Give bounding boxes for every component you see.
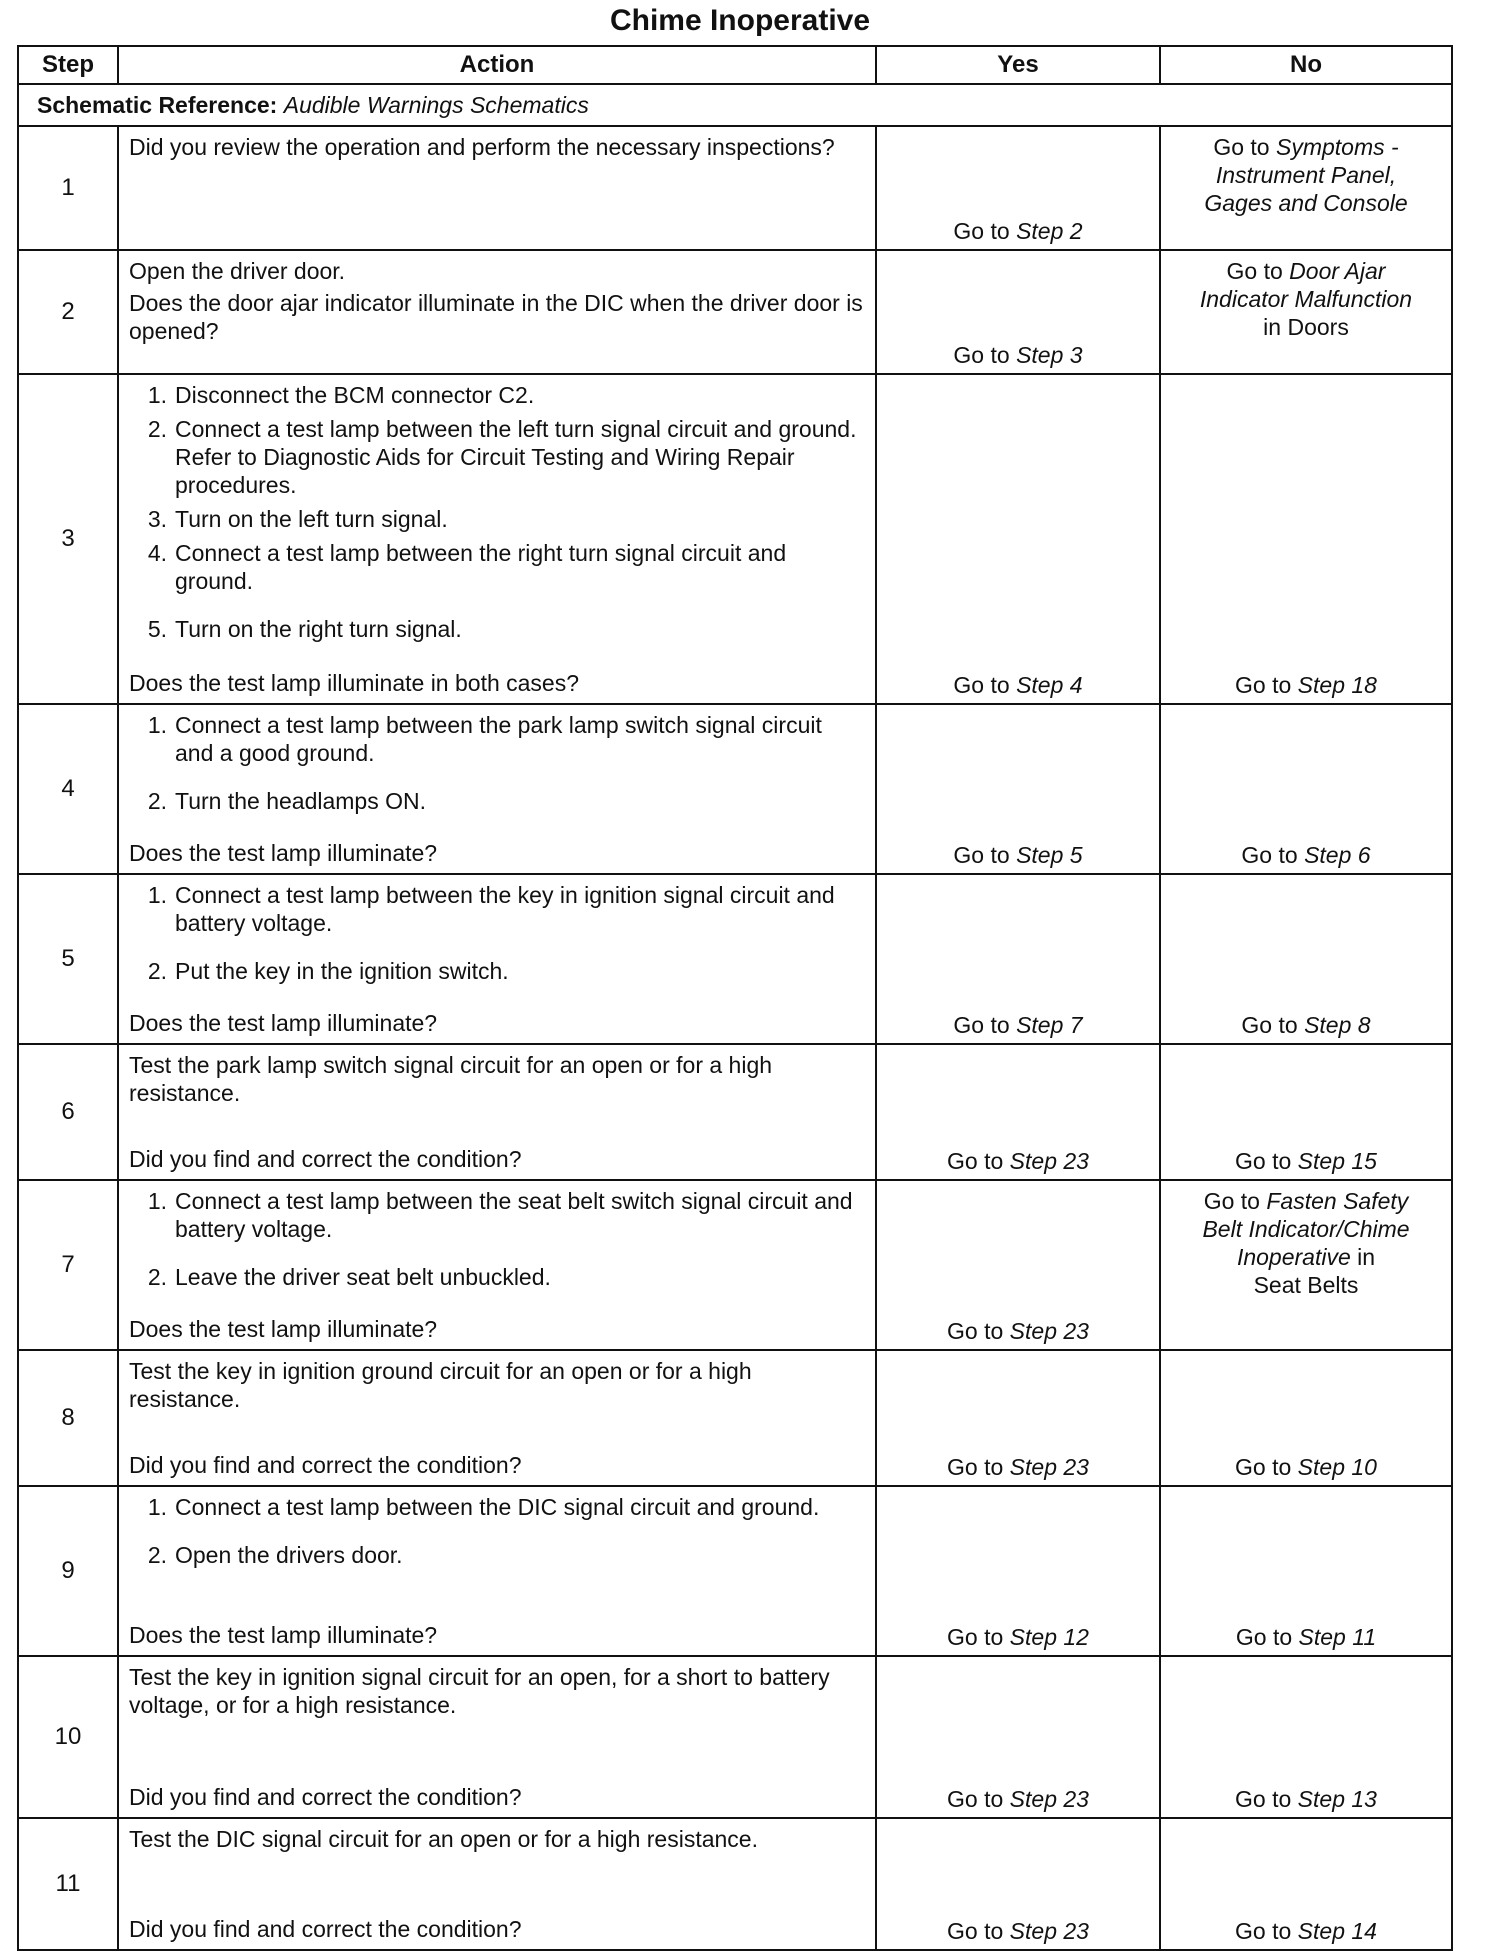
action-content — [129, 1187, 865, 1343]
substep-number: 2. — [147, 1264, 167, 1290]
substep-number: 2. — [147, 1542, 167, 1568]
no-target: Step 11 — [1298, 1624, 1377, 1650]
no-text-line: Instrument Panel, — [1215, 162, 1397, 188]
schematic-reference-value: Audible Warnings Schematics — [283, 92, 589, 118]
action-content — [129, 1663, 865, 1811]
yes-cell — [876, 1350, 1160, 1486]
substep-item — [129, 1541, 865, 1569]
step-number: 1 — [18, 126, 118, 250]
no-text-line: Inoperative in — [1236, 1244, 1376, 1270]
action-cell — [118, 1350, 876, 1486]
action-question: Does the test lamp illuminate in both cases? — [129, 670, 580, 696]
no-prefix: Go to — [1235, 1624, 1293, 1650]
yes-target: Step 2 — [1016, 218, 1083, 244]
action-instructions — [129, 711, 865, 821]
substep-number: 4. — [147, 540, 167, 566]
substep-number: 2. — [147, 788, 167, 814]
table-row — [18, 704, 1452, 874]
action-cell — [118, 1818, 876, 1950]
action-content — [129, 257, 865, 367]
no-target: Step 8 — [1304, 1012, 1371, 1038]
yes-cell — [876, 1656, 1160, 1818]
substep-number: 1. — [147, 1188, 167, 1214]
header-yes: Yes — [876, 46, 1160, 84]
action-instructions — [129, 1051, 865, 1107]
table-row — [18, 374, 1452, 704]
substep-number: 1. — [147, 882, 167, 908]
yes-target: Step 23 — [1009, 1918, 1089, 1944]
step-number: 3 — [18, 374, 118, 704]
no-target: Step 10 — [1297, 1454, 1377, 1480]
action-cell — [118, 874, 876, 1044]
substep-number: 2. — [147, 416, 167, 442]
substep-text: Turn the headlamps ON. — [175, 788, 426, 814]
no-prefix: Go to — [1241, 842, 1298, 868]
yes-target: Step 23 — [1009, 1454, 1089, 1480]
substep-text: Connect a test lamp between the left turn signal circuit and ground. Refer to Diagnostic Aids for Circuit Testing and Wiring Repair procedures. — [175, 416, 857, 498]
action-instructions — [129, 881, 865, 991]
no-text-line: Go to Fasten Safety — [1203, 1188, 1409, 1214]
action-content — [129, 1825, 865, 1943]
no-prefix: Go to — [1235, 672, 1292, 698]
action-content — [129, 1357, 865, 1479]
no-prefix: Go to — [1235, 1454, 1292, 1480]
action-cell — [118, 1044, 876, 1180]
no-cell — [1160, 1350, 1452, 1486]
action-cell — [118, 1656, 876, 1818]
yes-prefix: Go to — [947, 1148, 1004, 1174]
action-content — [129, 133, 865, 243]
no-cell — [1160, 1180, 1452, 1350]
action-instructions — [129, 1663, 865, 1719]
table-row — [18, 250, 1452, 374]
substep-item — [129, 381, 865, 409]
substep-item — [129, 957, 865, 985]
header-no: No — [1160, 46, 1452, 84]
substep-item — [129, 1493, 865, 1521]
action-question: Did you find and correct the condition? — [129, 1784, 522, 1810]
no-target: Step 13 — [1297, 1786, 1377, 1812]
table-row — [18, 1350, 1452, 1486]
yes-cell — [876, 374, 1160, 704]
substep-list — [129, 881, 865, 985]
no-cell — [1160, 1656, 1452, 1818]
header-step: Step — [18, 46, 118, 84]
step-number: 8 — [18, 1350, 118, 1486]
substep-text: Connect a test lamp between the park lamp switch signal circuit and a good ground. — [175, 712, 822, 766]
yes-prefix: Go to — [953, 672, 1010, 698]
table-row — [18, 1180, 1452, 1350]
step-number: 9 — [18, 1486, 118, 1656]
yes-prefix: Go to — [947, 1318, 1004, 1344]
no-cell — [1160, 704, 1452, 874]
table-row — [18, 1044, 1452, 1180]
action-question: Did you find and correct the condition? — [129, 1916, 522, 1942]
yes-target: Step 7 — [1016, 1012, 1083, 1038]
no-cell — [1160, 374, 1452, 704]
action-instructions — [129, 1187, 865, 1297]
table-row — [18, 1486, 1452, 1656]
action-text: Test the DIC signal circuit for an open or for a high resistance. — [129, 1826, 758, 1852]
no-text-line: Go to Symptoms - — [1213, 134, 1399, 160]
substep-text: Connect a test lamp between the right turn signal circuit and ground. — [175, 540, 787, 594]
table-row — [18, 1818, 1452, 1950]
yes-cell — [876, 704, 1160, 874]
action-question: Does the test lamp illuminate? — [129, 1010, 438, 1036]
action-text: Open the driver door. — [129, 258, 346, 284]
action-instructions — [129, 257, 865, 345]
no-text-line: in Doors — [1263, 314, 1349, 340]
action-content — [129, 711, 865, 867]
no-cell — [1160, 874, 1452, 1044]
yes-target: Step 23 — [1009, 1786, 1089, 1812]
no-prefix: Go to — [1241, 1012, 1298, 1038]
no-cell — [1160, 250, 1452, 374]
header-row — [18, 46, 1452, 84]
step-number: 5 — [18, 874, 118, 1044]
action-text: Does the door ajar indicator illuminate in the DIC when the driver door is opened? — [129, 290, 863, 344]
action-cell — [118, 250, 876, 374]
no-target: Step 18 — [1297, 672, 1377, 698]
substep-item — [129, 615, 865, 643]
step-number: 10 — [18, 1656, 118, 1818]
substep-text: Open the drivers door. — [175, 1542, 403, 1568]
yes-cell — [876, 874, 1160, 1044]
action-question: Does the test lamp illuminate? — [129, 1316, 438, 1342]
action-question: Does the test lamp illuminate? — [129, 840, 438, 866]
step-number: 11 — [18, 1818, 118, 1950]
substep-item — [129, 505, 865, 533]
action-cell — [118, 1180, 876, 1350]
substep-text: Turn on the right turn signal. — [175, 616, 462, 642]
header-action: Action — [118, 46, 876, 84]
action-instructions — [129, 1493, 865, 1575]
yes-prefix: Go to — [953, 842, 1010, 868]
substep-list — [129, 1493, 865, 1569]
yes-prefix: Go to — [947, 1624, 1004, 1650]
table-row — [18, 874, 1452, 1044]
yes-target: Step 4 — [1016, 672, 1083, 698]
yes-cell — [876, 1180, 1160, 1350]
substep-number: 3. — [147, 506, 167, 532]
action-instructions — [129, 1357, 865, 1413]
substep-item — [129, 539, 865, 595]
no-cell — [1160, 1044, 1452, 1180]
yes-cell — [876, 1818, 1160, 1950]
yes-prefix: Go to — [947, 1786, 1004, 1812]
no-prefix: Go to — [1235, 1918, 1292, 1944]
no-text-line: Indicator Malfunction — [1199, 286, 1413, 312]
substep-item — [129, 415, 865, 499]
table-row — [18, 1656, 1452, 1818]
yes-cell — [876, 1486, 1160, 1656]
action-cell — [118, 704, 876, 874]
action-text: Did you review the operation and perform the necessary inspections? — [129, 134, 835, 160]
schematic-reference — [18, 84, 1452, 126]
yes-target: Step 12 — [1009, 1624, 1089, 1650]
schematic-reference-label: Schematic Reference: — [37, 92, 278, 118]
action-content — [129, 1493, 865, 1649]
action-question: Did you find and correct the condition? — [129, 1452, 522, 1478]
substep-text: Put the key in the ignition switch. — [175, 958, 509, 984]
action-content — [129, 381, 865, 697]
action-content — [129, 881, 865, 1037]
substep-item — [129, 711, 865, 767]
substep-item — [129, 787, 865, 815]
substep-list — [129, 1187, 865, 1291]
yes-prefix: Go to — [947, 1918, 1004, 1944]
diagnostic-table — [17, 45, 1453, 1951]
action-cell — [118, 1486, 876, 1656]
step-number: 4 — [18, 704, 118, 874]
substep-text: Connect a test lamp between the key in ignition signal circuit and battery voltage. — [175, 882, 835, 936]
substep-number: 1. — [147, 382, 167, 408]
no-target: Step 14 — [1297, 1918, 1377, 1944]
yes-target: Step 3 — [1016, 342, 1083, 368]
substep-number: 1. — [147, 1494, 167, 1520]
substep-list — [129, 711, 865, 815]
substep-list — [129, 381, 865, 643]
no-text-line: Go to Door Ajar — [1226, 258, 1386, 284]
substep-text: Connect a test lamp between the seat belt switch signal circuit and battery voltage. — [175, 1188, 853, 1242]
substep-item — [129, 1187, 865, 1243]
no-text-line: Seat Belts — [1253, 1272, 1359, 1298]
no-text-line: Belt Indicator/Chime — [1202, 1216, 1410, 1242]
step-number: 2 — [18, 250, 118, 374]
table-row — [18, 126, 1452, 250]
substep-text: Connect a test lamp between the DIC signal circuit and ground. — [175, 1494, 820, 1520]
action-cell — [118, 374, 876, 704]
substep-text: Leave the driver seat belt unbuckled. — [175, 1264, 551, 1290]
substep-item — [129, 881, 865, 937]
no-target: Step 15 — [1297, 1148, 1377, 1174]
substep-number: 1. — [147, 712, 167, 738]
action-instructions — [129, 381, 865, 649]
action-instructions — [129, 133, 865, 161]
substep-number: 2. — [147, 958, 167, 984]
action-content — [129, 1051, 865, 1173]
yes-target: Step 23 — [1009, 1148, 1089, 1174]
substep-text: Disconnect the BCM connector C2. — [175, 382, 535, 408]
yes-prefix: Go to — [953, 1012, 1010, 1038]
step-number: 7 — [18, 1180, 118, 1350]
action-question: Did you find and correct the condition? — [129, 1146, 522, 1172]
action-cell — [118, 126, 876, 250]
yes-cell — [876, 1044, 1160, 1180]
substep-item — [129, 1263, 865, 1291]
no-prefix: Go to — [1235, 1148, 1292, 1174]
yes-prefix: Go to — [953, 218, 1010, 244]
no-cell — [1160, 1486, 1452, 1656]
no-cell — [1160, 126, 1452, 250]
no-target: Step 6 — [1304, 842, 1371, 868]
yes-target: Step 5 — [1016, 842, 1083, 868]
action-text: Test the park lamp switch signal circuit for an open or for a high resistance. — [129, 1052, 773, 1106]
action-question: Does the test lamp illuminate? — [129, 1622, 438, 1648]
substep-number: 5. — [147, 616, 167, 642]
yes-cell — [876, 250, 1160, 374]
yes-prefix: Go to — [947, 1454, 1004, 1480]
page-title: Chime Inoperative — [609, 4, 871, 37]
no-cell — [1160, 1818, 1452, 1950]
yes-prefix: Go to — [953, 342, 1010, 368]
yes-target: Step 23 — [1009, 1318, 1089, 1344]
no-text-line: Gages and Console — [1204, 190, 1408, 216]
action-text: Test the key in ignition signal circuit for an open, for a short to battery voltage, or for a high resistance. — [129, 1664, 830, 1718]
no-prefix: Go to — [1235, 1786, 1292, 1812]
step-number: 6 — [18, 1044, 118, 1180]
action-text: Test the key in ignition ground circuit for an open or for a high resistance. — [129, 1358, 752, 1412]
schematic-reference-row — [18, 84, 1452, 126]
substep-text: Turn on the left turn signal. — [175, 506, 448, 532]
yes-cell — [876, 126, 1160, 250]
action-instructions — [129, 1825, 865, 1853]
